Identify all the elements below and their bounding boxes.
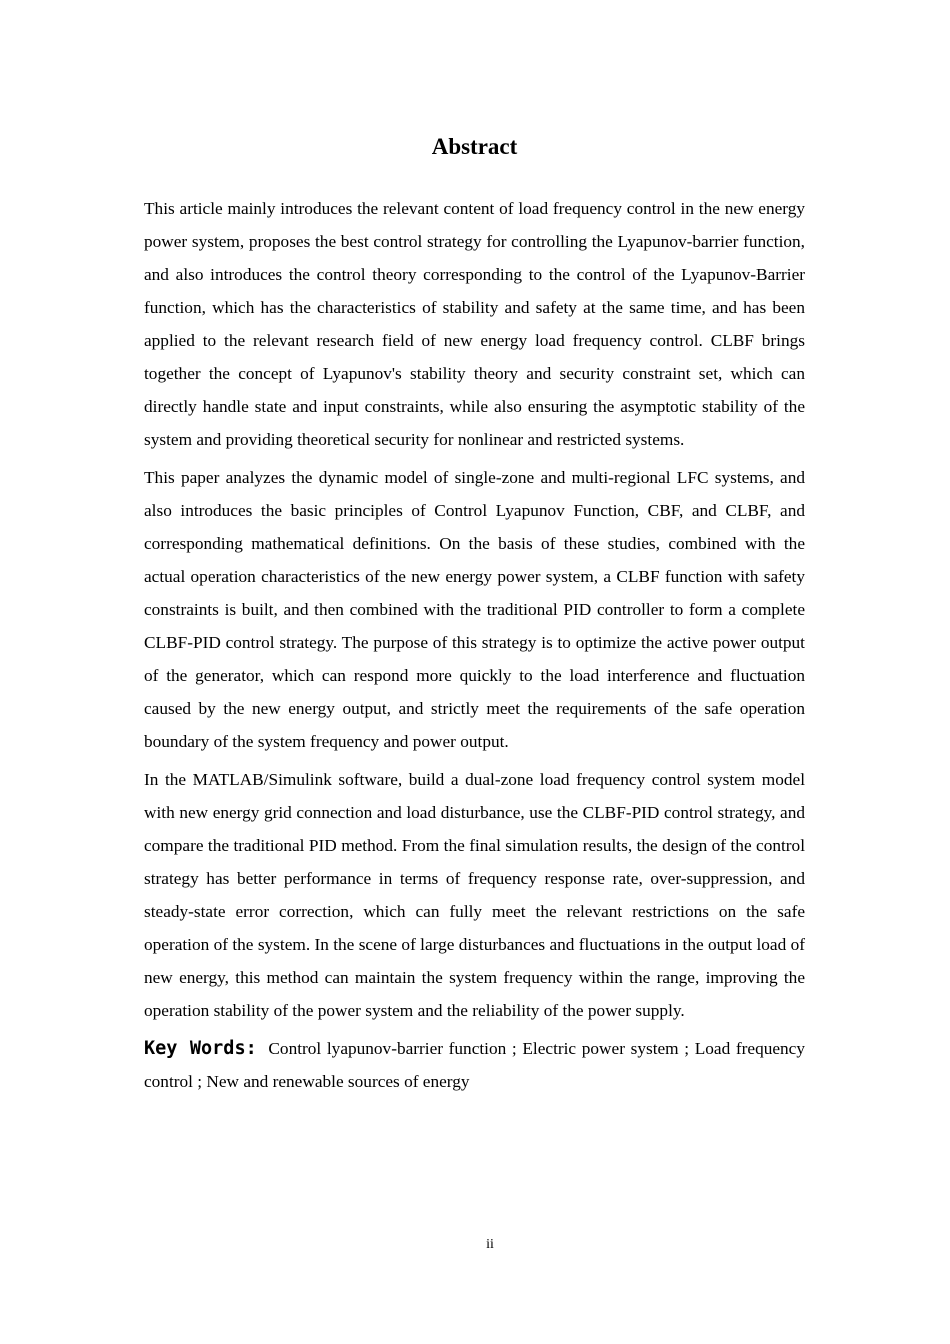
- keywords-label: Key Words:: [144, 1038, 257, 1059]
- keywords-line: [144, 1032, 805, 1098]
- abstract-paragraph-3: In the MATLAB/Simulink software, build a dual-zone load frequency control system model with new energy grid connection and load disturbance, use the CLBF-PID control strategy, and compare the traditional PID method. From the final simulation results, the design of the control strategy has better performance in terms of frequency response rate, over-suppression, and steady-state error correction, which can fully meet the relevant restrictions on the safe operation of the system. In the scene of large disturbances and fluctuations in the output load of new energy, this method can maintain the system frequency within the range, improving the operation stability of the power system and the reliability of the power supply.: [144, 770, 805, 1020]
- page-number: ii: [486, 1237, 494, 1252]
- page-title: Abstract: [431, 134, 518, 159]
- keywords-text: Control lyapunov-barrier function ; Electric power system ; Load frequency control ; New and renewable sources of energy: [144, 1039, 805, 1091]
- abstract-paragraph-1: This article mainly introduces the relevant content of load frequency control in the new energy power system, proposes the best control strategy for controlling the Lyapunov-barrier function, and also introduces the control theory corresponding to the control of the Lyapunov-Barrier function, which has the characteristics of stability and safety at the same time, and has been applied to the relevant research field of new energy load frequency control. CLBF brings together the concept of Lyapunov's stability theory and security constraint set, which can directly handle state and input constraints, while also ensuring the asymptotic stability of the system and providing theoretical security for nonlinear and restricted systems.: [144, 199, 805, 449]
- abstract-page: [144, 132, 805, 1098]
- abstract-paragraph-2: This paper analyzes the dynamic model of single-zone and multi-regional LFC systems, and also introduces the basic principles of Control Lyapunov Function, CBF, and CLBF, and corresponding mathematical definitions. On the basis of these studies, combined with the actual operation characteristics of the new energy power system, a CLBF function with safety constraints is built, and then combined with the traditional PID controller to form a complete CLBF-PID control strategy. The purpose of this strategy is to optimize the active power output of the generator, which can respond more quickly to the load interference and fluctuation caused by the new energy output, and strictly meet the requirements of the safe operation boundary of the system frequency and power output.: [144, 468, 805, 751]
